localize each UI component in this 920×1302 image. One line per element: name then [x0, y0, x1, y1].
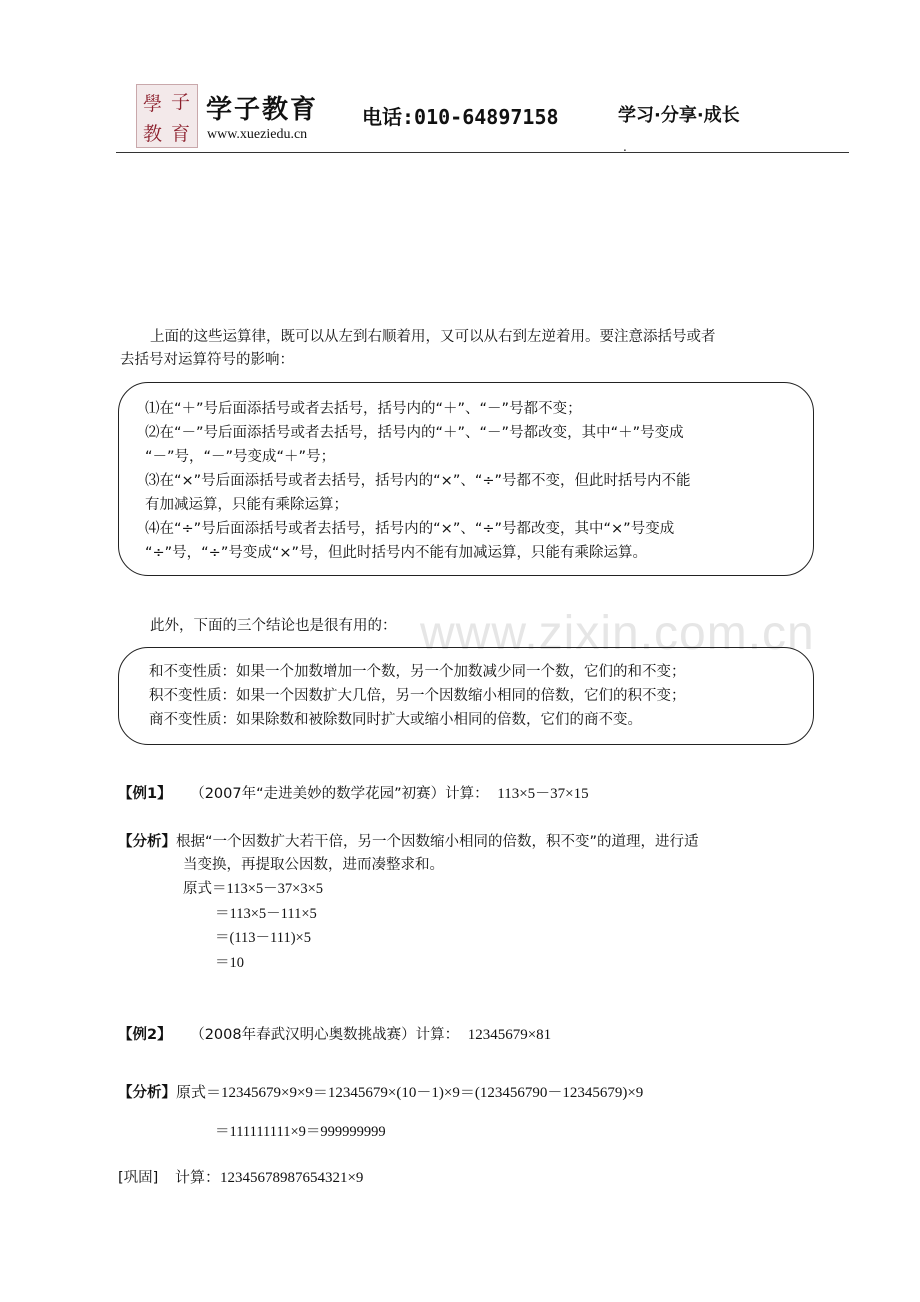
solution-step: ＝(113－111)×5: [215, 930, 311, 946]
intro-line-1: 上面的这些运算律，既可以从左到右顺着用，又可以从右到左逆着用。要注意添括号或者: [150, 329, 716, 345]
analysis-1-line-2: 当变换，再提取公因数，进而凑整求和。: [183, 857, 444, 873]
intro-line-2: 去括号对运算符号的影响：: [120, 352, 294, 368]
rules-box: [118, 382, 814, 576]
rule-line: ⑶在“×”号后面添括号或者去括号，括号内的“×”、“÷”号都不变，但此时括号内不能: [145, 473, 691, 489]
solution-step: ＝10: [215, 955, 244, 971]
header-dot: .: [623, 140, 627, 154]
example-1: [118, 782, 589, 806]
example-source: （2007年“走进美妙的数学花园”初赛）计算：: [190, 786, 489, 802]
analysis-label: 【分析】: [118, 1085, 176, 1101]
rule-line: 有加减运算，只能有乘除运算；: [145, 497, 348, 513]
rule-line: ⑴在“＋”号后面添括号或者去括号，括号内的“＋”、“－”号都不变；: [145, 401, 582, 417]
example-expression: 113×5－37×15: [497, 786, 589, 802]
conclusions-box: [118, 647, 814, 745]
example-expression: 12345679×81: [467, 1027, 552, 1043]
logo: [136, 84, 198, 148]
example-label: 【例2】: [118, 1027, 172, 1043]
solution-step: ＝113×5－111×5: [215, 906, 317, 922]
header-divider: [116, 152, 849, 153]
rule-line: ⑵在“－”号后面添括号或者去括号，括号内的“＋”、“－”号都改变，其中“＋”号变成: [145, 425, 684, 441]
analysis-text: 根据“一个因数扩大若干倍，另一个因数缩小相同的倍数，积不变”的道理，进行适: [176, 834, 699, 850]
analysis-2-line-1: [118, 1081, 643, 1105]
also-text: 此外，下面的三个结论也是很有用的：: [150, 618, 397, 634]
analysis-label: 【分析】: [118, 834, 176, 850]
analysis-1-line-1: [118, 830, 699, 854]
analysis-formula: 原式＝12345679×9×9＝12345679×(10－1)×9＝(123456790－12345679)×9: [176, 1085, 644, 1101]
logo-char: 教: [143, 123, 163, 145]
practice-text: 计算：12345678987654321×9: [174, 1170, 364, 1186]
example-label: 【例1】: [118, 786, 172, 802]
analysis-2-line-2: ＝111111111×9＝999999999: [215, 1124, 386, 1140]
practice: [118, 1166, 363, 1190]
watermark: www.zixin.com.cn: [420, 607, 815, 660]
brand-name: 学子教育: [206, 95, 319, 125]
rule-line: “－”号，“－”号变成“＋”号；: [145, 449, 336, 465]
example-source: （2008年春武汉明心奥数挑战赛）计算：: [190, 1027, 460, 1043]
example-2: [118, 1023, 551, 1047]
rule-line: “÷”号，“÷”号变成“×”号，但此时括号内不能有加减运算，只能有乘除运算。: [145, 545, 648, 561]
brand-url: www.xueziedu.cn: [207, 127, 308, 142]
slogan: 学习·分享·成长: [618, 105, 740, 126]
logo-char: 育: [171, 123, 191, 145]
solution-step: 原式＝113×5－37×3×5: [183, 881, 323, 897]
logo-char: 子: [171, 91, 191, 113]
conclusion-line: 商不变性质：如果除数和被除数同时扩大或缩小相同的倍数，它们的商不变。: [149, 712, 642, 728]
logo-char: 學: [143, 93, 163, 115]
phone-number: 电话:010-64897158: [362, 105, 559, 129]
practice-label: [巩固]: [118, 1170, 159, 1186]
conclusion-line: 和不变性质：如果一个加数增加一个数，另一个加数减少同一个数，它们的和不变；: [149, 664, 686, 680]
rule-line: ⑷在“÷”号后面添括号或者去括号，括号内的“×”、“÷”号都改变，其中“×”号变成: [145, 521, 675, 537]
conclusion-line: 积不变性质：如果一个因数扩大几倍，另一个因数缩小相同的倍数，它们的积不变；: [149, 688, 686, 704]
